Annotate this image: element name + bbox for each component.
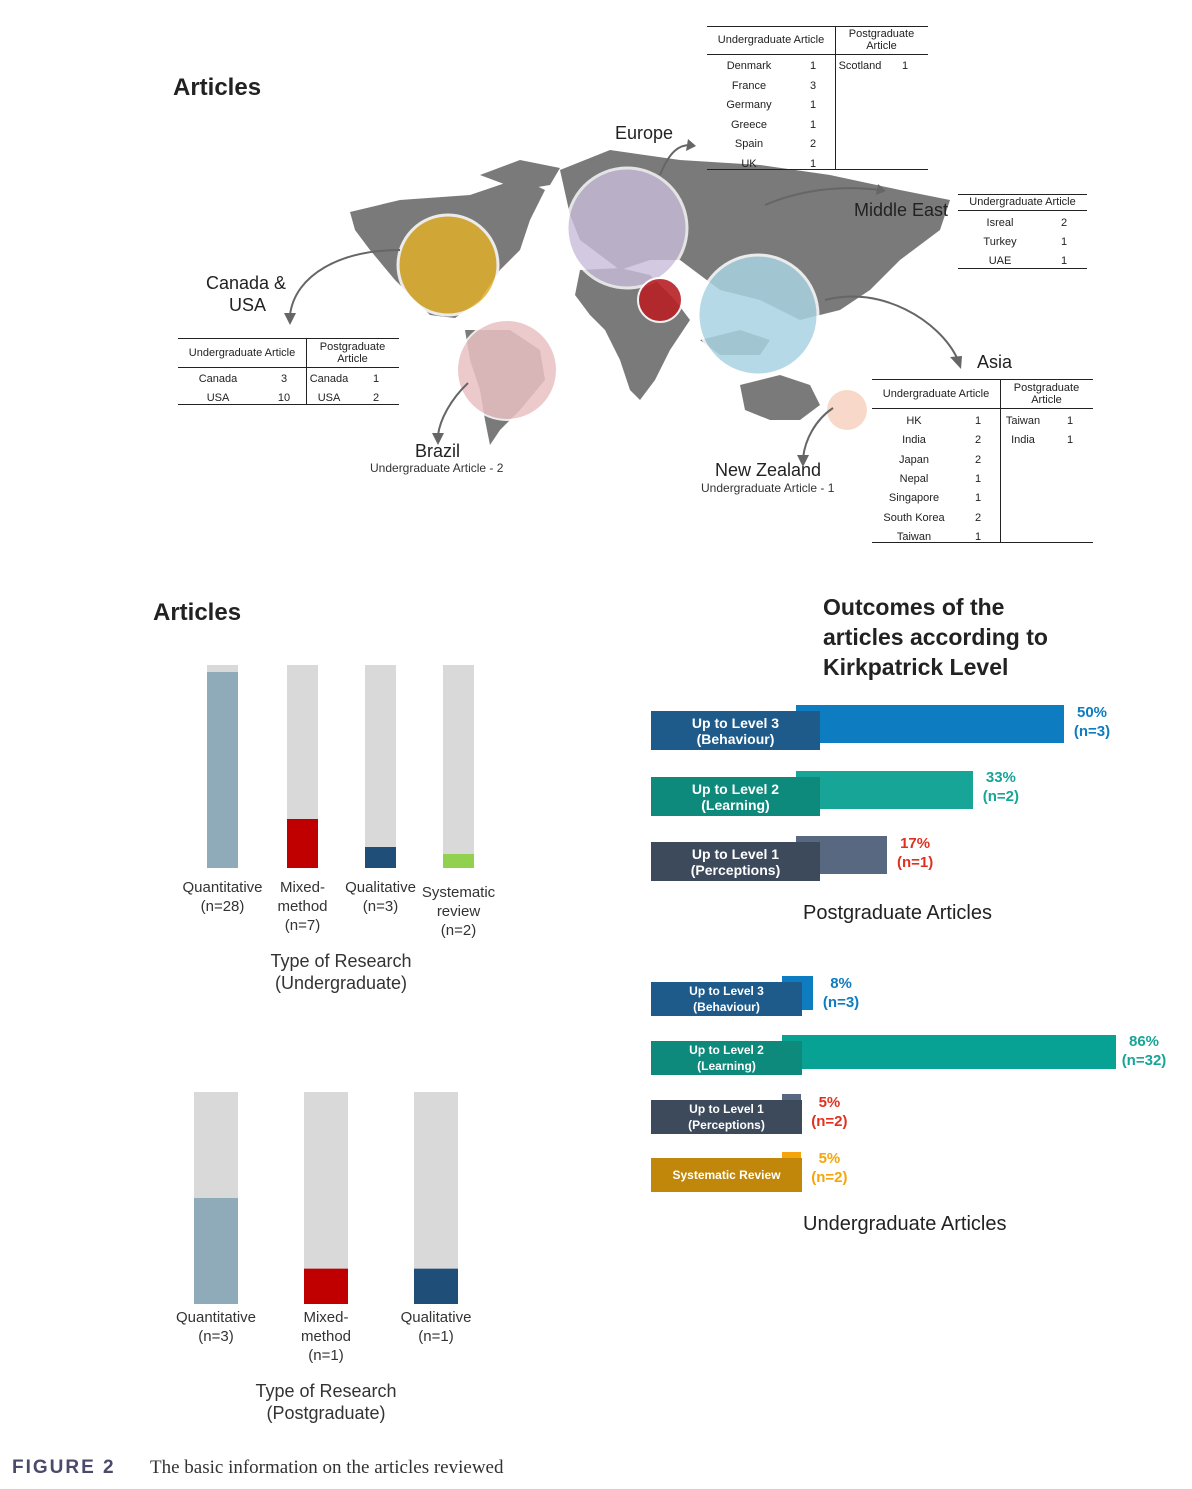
map-title: Articles <box>173 74 262 101</box>
table-cell: 1 <box>1060 236 1068 248</box>
outcome-value-label: 5% (n=2) <box>811 1094 848 1130</box>
table-header: Undergraduate Article <box>969 196 1076 208</box>
table-cell: 1 <box>974 492 982 505</box>
new-zealand-circle <box>827 390 867 430</box>
postgraduate-research-chart <box>150 1080 550 1310</box>
table-header: Undergraduate Article <box>717 34 825 46</box>
outcome-value-label: 33% (n=2) <box>982 769 1019 805</box>
table-cell: 1 <box>809 60 817 72</box>
middle-east-table <box>958 194 1087 269</box>
table-cell: Singapore <box>888 492 940 505</box>
europe-circle <box>567 168 687 288</box>
tick-label: Mixed- method (n=1) <box>300 1309 352 1364</box>
table-cell: 1 <box>809 118 817 131</box>
figure-label: FIGURE 2 <box>12 1457 116 1478</box>
tick-label: Quantitative (n=3) <box>175 1309 257 1345</box>
pg-chart-title: Type of Research (Postgraduate) <box>255 1381 397 1423</box>
bar <box>194 1198 238 1304</box>
table-header: Postgraduate Article <box>848 28 915 52</box>
table-cell: Scotland <box>838 60 882 72</box>
middle-east-label: Middle East <box>854 200 949 220</box>
table-cell: UK <box>741 157 757 170</box>
outcome-level-tag: Up to Level 1 (Perceptions) <box>651 842 820 881</box>
outcome-value-label: 86% (n=32) <box>1121 1033 1167 1069</box>
table-cell: Denmark <box>726 60 772 72</box>
table-cell: Greece <box>730 118 768 131</box>
table-cell: 3 <box>809 79 817 92</box>
ug-chart-title: Type of Research (Undergraduate) <box>270 951 412 993</box>
outcome-value-label: 5% (n=2) <box>811 1150 848 1186</box>
figure-caption: The basic information on the articles reviewed <box>150 1457 504 1478</box>
table-cell: HK <box>906 415 922 427</box>
table-cell: Germany <box>726 99 772 111</box>
bar-background <box>365 665 396 868</box>
canada-usa-label-2: USA <box>229 295 267 315</box>
tick-label: Mixed- method (n=7) <box>277 879 328 934</box>
outcome-level-tag: Up to Level 1 (Perceptions) <box>651 1100 802 1134</box>
asia-table <box>872 379 1093 543</box>
table-cell: USA <box>206 392 230 404</box>
table-cell: 1 <box>901 60 909 72</box>
outcome-level-tag: Up to Level 3 (Behaviour) <box>651 982 802 1016</box>
table-cell: 1 <box>372 373 380 385</box>
outcome-bar <box>796 705 1064 743</box>
middle-east-circle <box>638 278 682 322</box>
pg-outcomes-title: Postgraduate Articles <box>803 902 992 924</box>
bar <box>304 1269 348 1304</box>
table-cell: 1 <box>809 99 817 111</box>
table-cell: India <box>1011 434 1035 447</box>
new-zealand-label: New Zealand <box>715 460 822 480</box>
bar <box>443 854 474 868</box>
table-cell: 1 <box>974 472 982 485</box>
canada-usa-label-1: Canada & <box>206 273 287 293</box>
table-cell: 1 <box>1066 415 1074 427</box>
outcome-value-label: 17% (n=1) <box>896 835 934 871</box>
table-cell: Spain <box>734 138 764 150</box>
brazil-label: Brazil <box>415 441 461 461</box>
table-cell: South Korea <box>883 511 945 524</box>
bar <box>287 819 318 868</box>
undergraduate-research-chart <box>150 650 550 880</box>
outcome-bar <box>782 1035 1116 1069</box>
table-cell: India <box>902 434 926 447</box>
outcome-value-label: 50% (n=3) <box>1073 704 1111 740</box>
bar <box>207 672 238 868</box>
outcome-level-tag: Up to Level 2 (Learning) <box>651 1041 802 1075</box>
table-cell: 2 <box>974 453 982 466</box>
outcome-level-tag: Systematic Review <box>651 1158 802 1192</box>
table-cell: Isreal <box>986 217 1014 229</box>
table-cell: 2 <box>372 392 380 404</box>
table-cell: Nepal <box>899 472 929 485</box>
table-header: Postgraduate Article <box>1013 382 1080 406</box>
table-cell: Taiwan <box>1005 415 1041 427</box>
north-america-circle <box>398 215 498 315</box>
table-cell: Canada <box>198 373 238 385</box>
table-cell: 3 <box>280 373 288 385</box>
table-cell: 10 <box>277 392 291 404</box>
tick-label: Quantitative (n=28) <box>182 879 263 915</box>
table-cell: Japan <box>899 453 929 466</box>
outcome-level-tag: Up to Level 2 (Learning) <box>651 777 820 816</box>
table-cell: 2 <box>974 434 982 447</box>
research-title: Articles <box>153 599 242 626</box>
table-header: Undergraduate Article <box>188 347 296 359</box>
table-cell: 2 <box>809 138 817 150</box>
bar-background <box>443 665 474 868</box>
table-cell: 2 <box>974 511 982 524</box>
asia-label: Asia <box>977 352 1013 372</box>
canada-usa-table <box>178 338 399 405</box>
europe-label: Europe <box>615 123 674 143</box>
europe-table <box>707 26 928 170</box>
table-cell: Canada <box>309 373 349 385</box>
table-header: Postgraduate Article <box>319 341 386 365</box>
new-zealand-sub: Undergraduate Article - 1 <box>701 481 835 495</box>
tick-label: Qualitative (n=1) <box>400 1309 472 1345</box>
table-cell: France <box>731 79 767 92</box>
bar <box>365 847 396 868</box>
outcome-value-label: 8% (n=3) <box>822 975 860 1011</box>
bar <box>414 1269 458 1304</box>
table-cell: Turkey <box>983 236 1017 248</box>
outcome-level-tag: Up to Level 3 (Behaviour) <box>651 711 820 750</box>
tick-label: Systematic review (n=2) <box>421 884 496 939</box>
table-cell: 1 <box>974 530 982 543</box>
south-america-circle <box>457 320 557 420</box>
ug-outcomes-title: Undergraduate Articles <box>803 1213 1007 1235</box>
table-cell: 1 <box>1066 434 1074 447</box>
asia-circle <box>698 255 818 375</box>
brazil-sub: Undergraduate Article - 2 <box>370 461 504 475</box>
table-cell: 1 <box>809 157 817 170</box>
table-cell: 1 <box>974 415 982 427</box>
table-cell: UAE <box>988 255 1012 267</box>
table-cell: 1 <box>1060 255 1068 267</box>
outcome-bar <box>796 771 973 809</box>
table-header: Undergraduate Article <box>882 388 990 400</box>
table-cell: Taiwan <box>896 530 932 543</box>
outcomes-title: Outcomes of the articles according to Kirkpatrick Level <box>823 594 1048 680</box>
table-cell: 2 <box>1060 217 1068 229</box>
tick-label: Qualitative (n=3) <box>345 879 416 915</box>
table-cell: USA <box>317 392 341 404</box>
